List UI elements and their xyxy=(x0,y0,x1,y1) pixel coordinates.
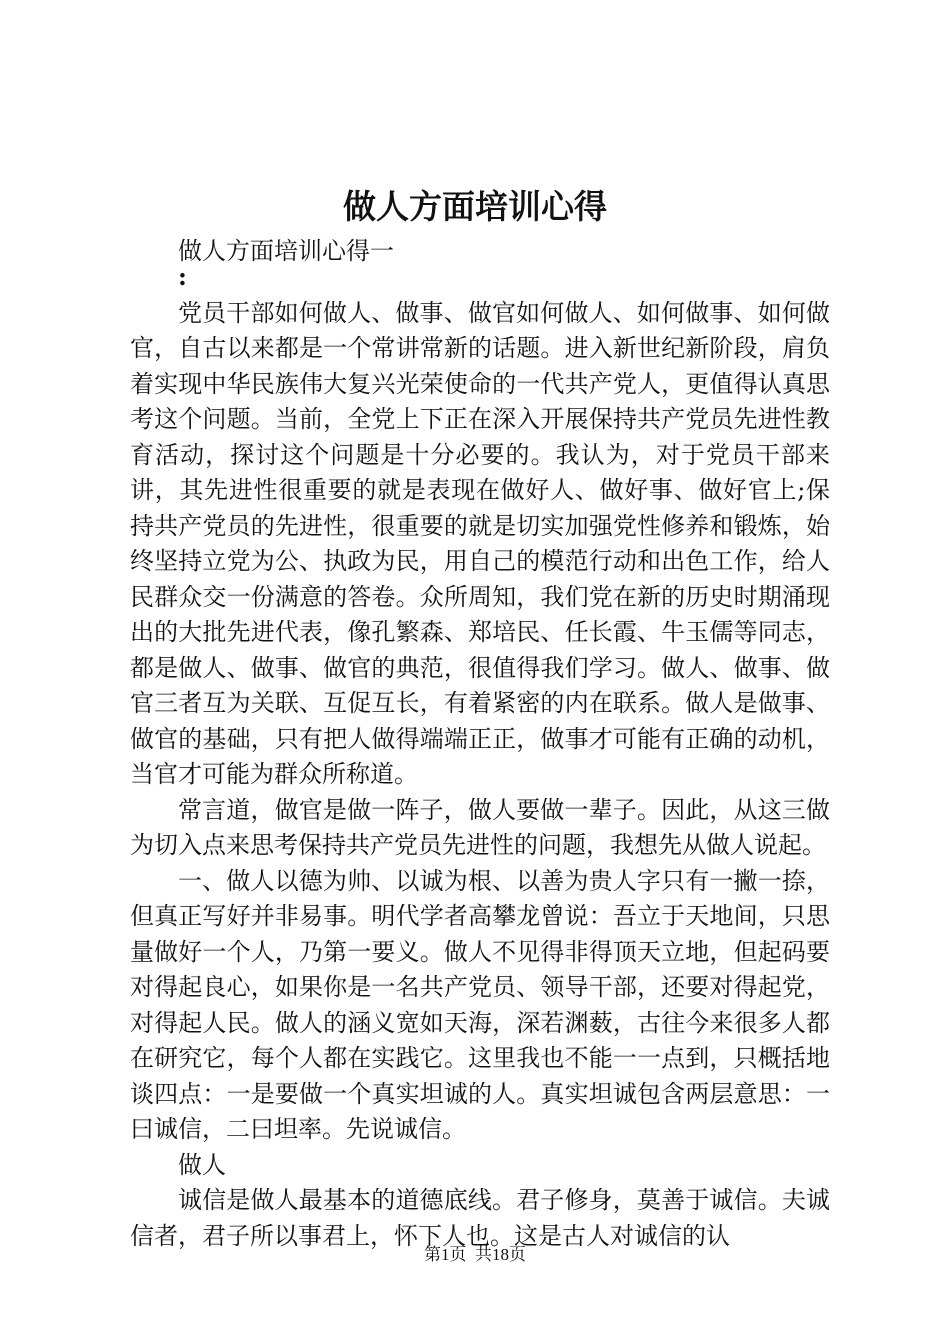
section-heading-colon: : xyxy=(178,261,187,291)
body-paragraph: 一、做人以德为帅、以诚为根、以善为贵人字只有一撇一捺，但真正写好并非易事。明代学者高攀龙曾说：吾立于天地间，只思量做好一个人，乃第一要义。做人不见得非得顶天立地，但起码要对得起良心，如果你是一名共产党员、领导干部，还要对得起党，对得起人民。做人的涵义宽如天海，深若渊薮，古往今来很多人都在研究它，每个人都在实践它。这里我也不能一一点到，只概括地谈四点：一是要做一个真实坦诚的人。真实坦诚包含两层意思：一曰诚信，二曰坦率。先说诚信。 xyxy=(130,866,830,1143)
section-heading: 做人方面培训心得一 xyxy=(178,237,394,265)
page-footer xyxy=(0,1244,950,1266)
document-title: 做人方面培训心得 xyxy=(343,187,607,226)
body-paragraph: 常言道，做官是做一阵子，做人要做一辈子。因此，从这三做为切入点来思考保持共产党员先进性的问题，我想先从做人说起。 xyxy=(130,795,830,859)
body-paragraph: 诚信是做人最基本的道德底线。君子修身，莫善于诚信。夫诚信者，君子所以事君上，怀下人也。这是古人对诚信的认 xyxy=(130,1186,830,1250)
page-number: 第1页 xyxy=(424,1245,467,1264)
body-paragraph: 党员干部如何做人、做事、做官如何做人、如何做事、如何做官，自古以来都是一个常讲常新的话题。进入新世纪新阶段，肩负着实现中华民族伟大复兴光荣使命的一代共产党人，更值得认真思考这个问题。当前，全党上下正在深入开展保持共产党员先进性教育活动，探讨这个问题是十分必要的。我认为，对于党员干部来讲，其先进性很重要的就是表现在做好人、做好事、做好官上;保持共产党员的先进性，很重要的就是切实加强党性修养和锻炼，始终坚持立党为公、执政为民，用自己的模范行动和出色工作，给人民群众交一份满意的答卷。众所周知，我们党在新的历史时期涌现出的大批先进代表，像孔繁森、郑培民、任长霞、牛玉儒等同志，都是做人、做事、做官的典范，很值得我们学习。做人、做事、做官三者互为关联、互促互长，有着紧密的内在联系。做人是做事、做官的基础，只有把人做得端端正正，做事才可能有正确的动机，当官才可能为群众所称道。 xyxy=(130,298,830,788)
body-paragraph-short: 做人 xyxy=(178,1150,226,1179)
page-total: 共18页 xyxy=(475,1245,526,1264)
document-body xyxy=(130,234,830,1254)
